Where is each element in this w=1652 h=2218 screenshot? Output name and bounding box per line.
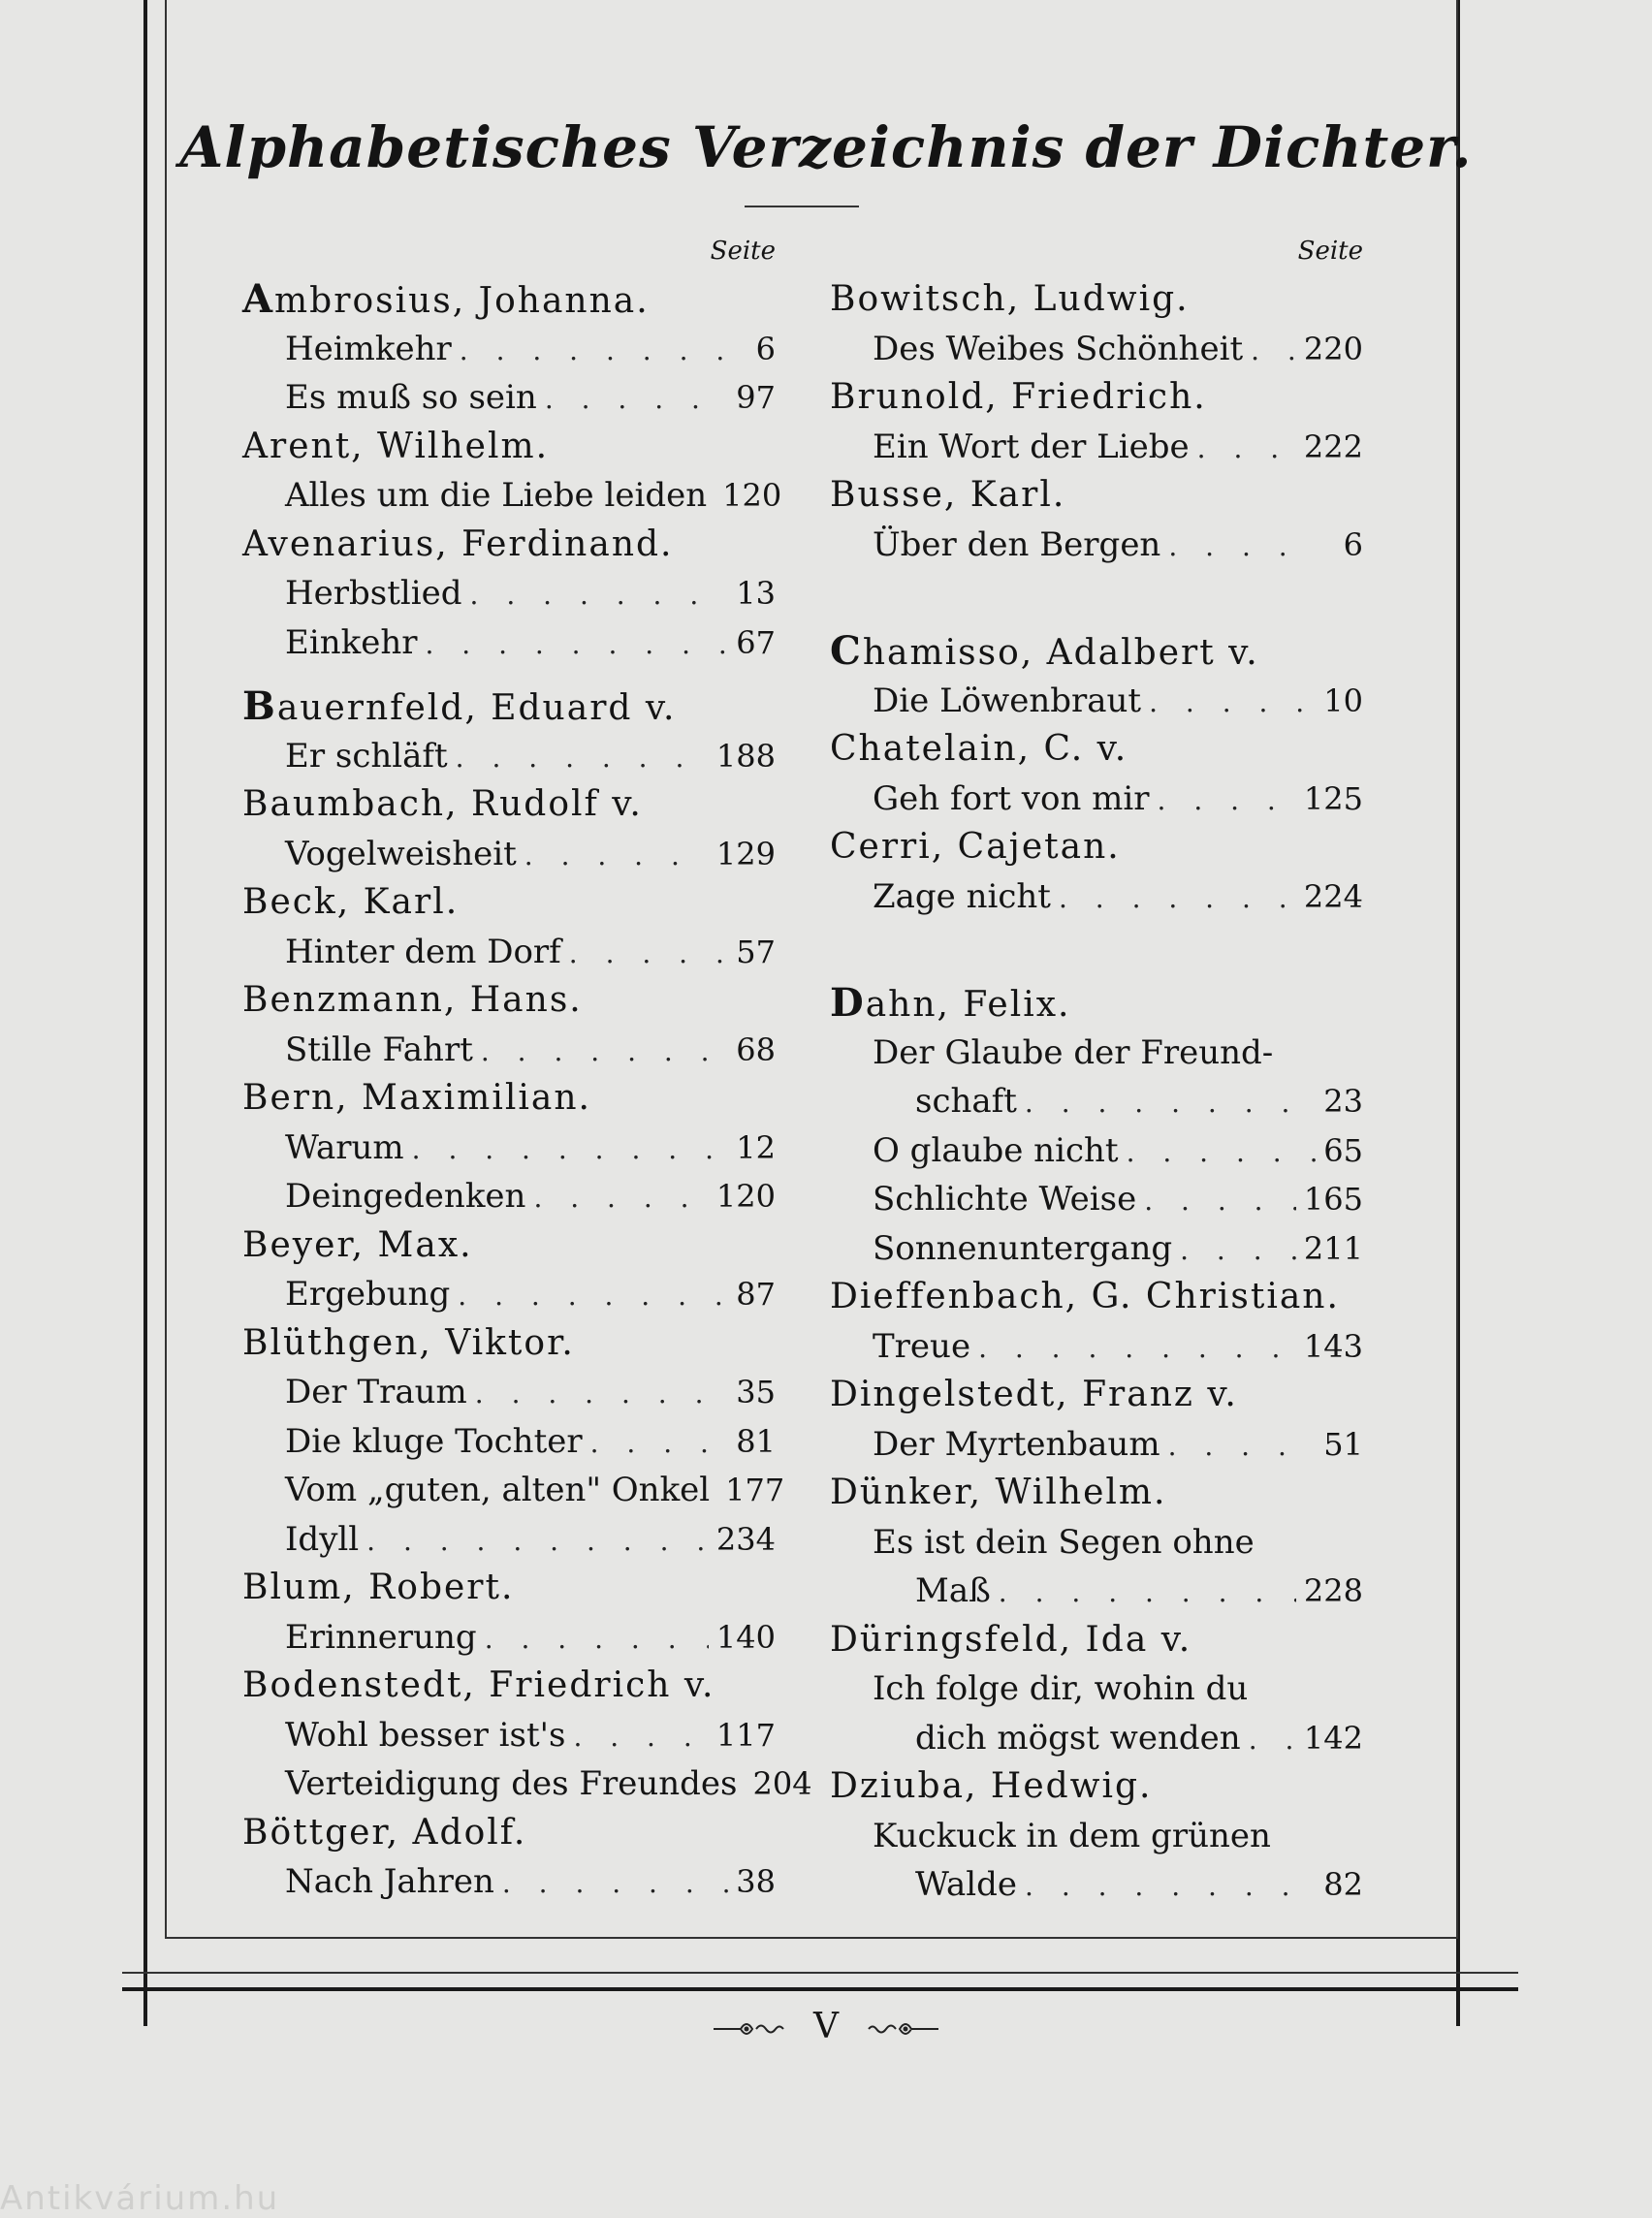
poem-title: Die kluge Tochter (285, 1421, 583, 1461)
author-name: Bodenstedt, Friedrich v. (242, 1665, 715, 1705)
page-number: 35 (736, 1374, 776, 1410)
leader-dots (1197, 425, 1296, 473)
author-entry: Dziuba, Hedwig. (830, 1766, 1153, 1806)
author-name: mbrosius, Johanna. (274, 281, 650, 321)
author-entry: Busse, Karl. (830, 475, 1066, 515)
page-number: 188 (715, 737, 776, 775)
poem-entry (830, 325, 1363, 374)
page-number: 224 (1303, 877, 1363, 915)
leader-dots (1025, 1079, 1316, 1127)
poem-title: Der Glaube der Freund- (873, 1032, 1274, 1072)
page-number: 117 (715, 1716, 776, 1754)
page-number: 6 (1343, 525, 1363, 563)
poem-entry (830, 775, 1363, 824)
leader-dots (425, 620, 728, 669)
page-number: 165 (1303, 1181, 1363, 1218)
leader-dots (1168, 523, 1317, 571)
page-number: 120 (722, 477, 782, 514)
poem-title: Einkehr (285, 622, 418, 662)
bottom-rule (122, 1987, 1518, 1991)
leader-dots (366, 1517, 709, 1566)
poem-title: Er schläft (285, 736, 448, 776)
author-entry (242, 780, 776, 830)
author-entry (242, 976, 776, 1026)
page-number: 65 (1323, 1131, 1363, 1169)
leader-dots (502, 1859, 728, 1908)
poem-title: Zage nicht (873, 876, 1051, 916)
poem-entry (830, 1224, 1363, 1274)
author-entry: Dünker, Wilhelm. (830, 1473, 1167, 1512)
section-gap (830, 921, 1363, 979)
leader-dots (1127, 1128, 1317, 1177)
author-entry (830, 979, 1363, 1029)
poem-title: Warum (285, 1127, 404, 1167)
poem-title: Idyll (285, 1519, 360, 1559)
page-number: 68 (736, 1030, 776, 1068)
page-number: 38 (736, 1863, 776, 1900)
poem-title: Verteidigung des Freundes (285, 1764, 738, 1803)
poem-title: Erinnerung (285, 1617, 477, 1657)
poem-title: Der Myrtenbaum (873, 1424, 1160, 1464)
poem-title: Ein Wort der Liebe (873, 427, 1190, 466)
poem-entry (242, 1759, 812, 1809)
poem-entry (830, 1420, 1363, 1470)
poem-entry (242, 1172, 776, 1221)
page-number: 87 (736, 1276, 776, 1313)
poem-entry (242, 471, 782, 521)
page-number: 51 (1323, 1425, 1363, 1463)
section-gap (242, 667, 776, 682)
poem-title: schaft (915, 1082, 1017, 1121)
author-name: Baumbach, Rudolf v. (242, 784, 643, 824)
poem-title: Alles um die Liebe leiden (285, 476, 708, 515)
page-title: Alphabetisches Verzeichnis der Dichter. (179, 114, 1473, 180)
poem-entry-continued (830, 1860, 1363, 1910)
author-entry: Düringsfeld, Ida v. (830, 1619, 1192, 1660)
leader-dots (458, 1272, 728, 1320)
leader-dots (545, 375, 728, 424)
poem-entry (242, 569, 776, 618)
page-number: 10 (1323, 681, 1363, 719)
page-number: 142 (1303, 1719, 1363, 1757)
author-entry (242, 682, 776, 732)
author-name: Benzmann, Hans. (242, 980, 583, 1020)
poem-title: Deingedenken (285, 1177, 526, 1216)
page-number: 125 (1303, 779, 1363, 817)
page-number: 97 (736, 379, 776, 416)
poem-entry (830, 1029, 1363, 1078)
page-number: 228 (1303, 1572, 1363, 1609)
page-number: 57 (736, 933, 776, 970)
page-number: 222 (1303, 428, 1363, 465)
poem-title: Nach Jahren (285, 1862, 494, 1901)
poem-entry (242, 325, 776, 374)
page-number: 211 (1303, 1229, 1363, 1267)
page-number: 23 (1323, 1083, 1363, 1120)
leader-dots (470, 571, 729, 619)
author-entry (242, 1662, 776, 1711)
author-entry (830, 627, 1363, 677)
poem-title: Über den Bergen (873, 524, 1161, 564)
right-ornament-icon (863, 2017, 940, 2041)
leader-dots (1158, 776, 1296, 825)
page-number: 82 (1323, 1866, 1363, 1903)
poem-entry (242, 1515, 776, 1565)
poem-entry (830, 1664, 1363, 1714)
poem-title: O glaube nicht (873, 1130, 1119, 1170)
page-number: 234 (715, 1520, 776, 1558)
poem-title: dich mögst wenden (915, 1718, 1241, 1758)
section-initial: B (242, 683, 277, 729)
poem-entry (242, 1417, 776, 1467)
author-name: Beyer, Max. (242, 1224, 473, 1265)
author-entry (242, 1221, 776, 1271)
poem-title: Geh fort von mir (873, 778, 1150, 818)
poem-title: Ergebung (285, 1275, 451, 1314)
poem-entry-continued (830, 1077, 1363, 1126)
poem-title: Es ist dein Segen ohne (873, 1522, 1255, 1562)
leader-dots (481, 1028, 728, 1076)
leader-dots (1249, 1716, 1296, 1764)
poem-entry (242, 1711, 776, 1760)
page-number: 177 (725, 1472, 785, 1508)
poem-entry (242, 373, 776, 423)
poem-title: Vogelweisheit (285, 834, 517, 873)
leader-dots (1059, 874, 1296, 923)
poem-title: Stille Fahrt (285, 1030, 473, 1069)
poem-entry (242, 732, 776, 781)
leader-dots (978, 1324, 1296, 1373)
left-entries (242, 275, 812, 1907)
poem-entry-continued (830, 1567, 1363, 1616)
leader-dots (1251, 327, 1296, 375)
author-entry (242, 1809, 776, 1858)
author-entry (242, 521, 776, 570)
author-entry: Bowitsch, Ludwig. (830, 279, 1190, 319)
poem-title: Walde (915, 1865, 1018, 1904)
leader-dots (456, 734, 709, 782)
leader-dots (460, 327, 729, 375)
page-number: 6 (755, 330, 776, 367)
leader-dots (524, 832, 709, 880)
author-entry (242, 423, 776, 472)
poem-entry (830, 1175, 1363, 1224)
poem-title: Heimkehr (285, 329, 452, 368)
leader-dots (1180, 1226, 1296, 1275)
poem-entry (242, 1368, 776, 1417)
section-initial: A (242, 276, 275, 322)
poem-entry (830, 677, 1363, 726)
page-number: 81 (736, 1422, 776, 1460)
leader-dots (1149, 679, 1316, 727)
leader-dots (1025, 1862, 1316, 1911)
poem-entry (242, 830, 776, 879)
poem-entry (830, 423, 1363, 472)
poem-title: Ich folge dir, wohin du (873, 1669, 1249, 1708)
frame-left-border (143, 0, 147, 2026)
author-name: auernfeld, Eduard v. (276, 688, 677, 728)
author-name: Blum, Robert. (242, 1568, 515, 1607)
page-number: 129 (715, 835, 776, 872)
section-initial: D (830, 980, 866, 1026)
author-entry: Chatelain, C. v. (830, 729, 1128, 769)
poem-title: Sonnenuntergang (873, 1228, 1173, 1268)
poem-entry (242, 928, 776, 977)
left-ornament-icon (712, 2017, 789, 2041)
right-column (830, 233, 1363, 1910)
poem-entry (242, 1613, 776, 1663)
leader-dots (485, 1615, 709, 1664)
watermark: Antikvárium.hu (0, 2179, 280, 2218)
page-number: 12 (736, 1128, 776, 1166)
author-entry (242, 275, 776, 325)
poem-entry (242, 618, 776, 668)
poem-entry (830, 872, 1363, 922)
author-name: Avenarius, Ferdinand. (242, 523, 674, 564)
author-name: Arent, Wilhelm. (242, 426, 550, 466)
author-entry: Cerri, Cajetan. (830, 827, 1121, 867)
leader-dots (1144, 1177, 1296, 1225)
section-gap (830, 569, 1363, 627)
page-footer (0, 2007, 1652, 2046)
poem-title: Vom „guten, alten" Onkel (285, 1471, 711, 1509)
page-number-roman: V (813, 2007, 839, 2046)
poem-title: Der Traum (285, 1373, 467, 1411)
author-name: ahn, Felix. (865, 985, 1071, 1025)
leader-dots (573, 1713, 708, 1761)
page-number: 67 (736, 623, 776, 661)
poem-entry (242, 1124, 776, 1173)
leader-dots (475, 1370, 729, 1418)
poem-title: Herbstlied (285, 574, 462, 613)
poem-entry (242, 1857, 776, 1907)
poem-entry (830, 521, 1363, 570)
poem-title: Treue (873, 1326, 971, 1366)
author-entry: Brunold, Friedrich. (830, 377, 1207, 417)
poem-title: Schlichte Weise (873, 1180, 1137, 1219)
leader-dots (590, 1419, 729, 1468)
poem-entry (830, 1518, 1363, 1568)
leader-dots (412, 1125, 729, 1174)
author-entry (242, 1319, 776, 1369)
page-number: 140 (715, 1618, 776, 1656)
author-name: Blüthgen, Viktor. (242, 1322, 575, 1363)
author-name: hamisso, Adalbert v. (862, 633, 1259, 673)
page-number: 13 (736, 575, 776, 612)
author-entry (242, 1074, 776, 1124)
page-number: 220 (1303, 330, 1363, 367)
author-entry: Dingelstedt, Franz v. (830, 1375, 1238, 1414)
poem-title: Hinter dem Dorf (285, 932, 561, 971)
poem-title: Maß (915, 1571, 991, 1610)
poem-entry-continued (830, 1714, 1363, 1763)
poem-entry (830, 1126, 1363, 1176)
page-number: 204 (752, 1765, 812, 1802)
page-number: 143 (1303, 1327, 1363, 1365)
page-number: 120 (715, 1178, 776, 1215)
poem-title: Es muß so sein (285, 378, 537, 417)
section-initial: C (830, 628, 863, 674)
author-name: Böttger, Adolf. (242, 1812, 527, 1853)
author-entry: Dieffenbach, G. Christian. (830, 1277, 1340, 1316)
title-divider (745, 206, 859, 207)
bottom-rule-thin (122, 1972, 1518, 1974)
column-header-seite: Seite (1297, 237, 1363, 266)
poem-entry (830, 1812, 1363, 1861)
leader-dots (999, 1568, 1296, 1617)
poem-title: Wohl besser ist's (285, 1715, 566, 1755)
poem-title: Des Weibes Schönheit (873, 329, 1244, 368)
author-name: Beck, Karl. (242, 882, 460, 922)
poem-title: Die Löwenbraut (873, 681, 1142, 720)
poem-entry (242, 1270, 776, 1319)
poem-title: Kuckuck in dem grünen (873, 1816, 1271, 1855)
author-name: Bern, Maximilian. (242, 1078, 591, 1118)
poem-entry (242, 1026, 776, 1075)
leader-dots (1168, 1422, 1317, 1471)
leader-dots (569, 930, 729, 978)
left-column (242, 233, 812, 1907)
author-entry (242, 878, 776, 928)
poem-entry (242, 1466, 785, 1515)
author-entry (242, 1564, 776, 1613)
leader-dots (533, 1174, 708, 1222)
column-header-seite: Seite (710, 237, 776, 266)
poem-entry (830, 1322, 1363, 1372)
